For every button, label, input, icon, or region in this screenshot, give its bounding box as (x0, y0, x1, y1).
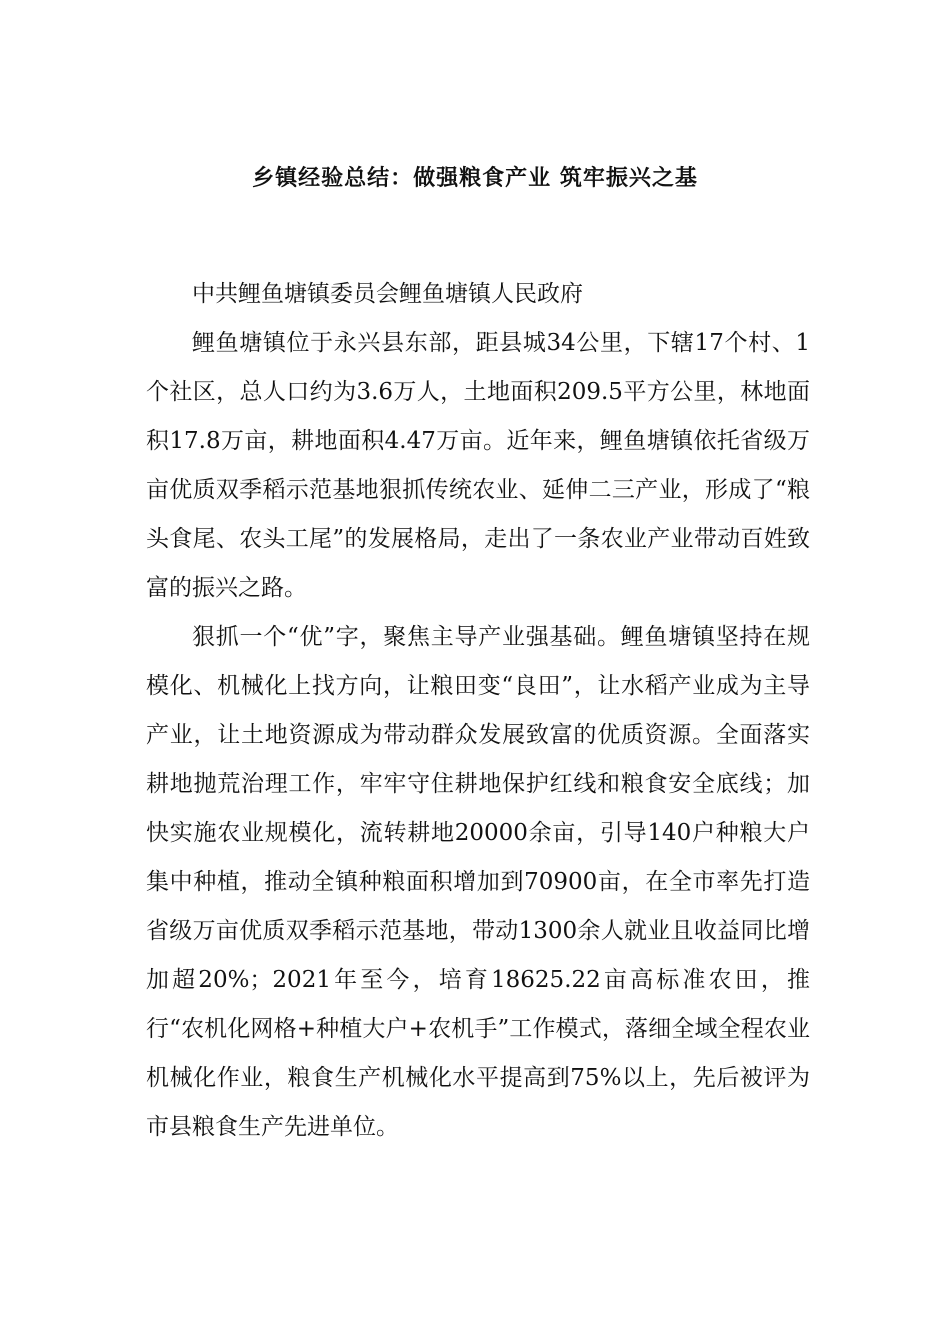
issuing-organization: 中共鲤鱼塘镇委员会鲤鱼塘镇人民政府 (192, 281, 583, 307)
document-body (146, 270, 810, 1152)
document-title: 乡镇经验总结：做强粮食产业 筑牢振兴之基 (252, 165, 698, 191)
paragraph-main-industry: 狠抓一个“优”字，聚焦主导产业强基础。鲤鱼塘镇坚持在规模化、机械化上找方向，让粮田变“良田”，让水稻产业成为主导产业，让土地资源成为带动群众发展致富的优质资源。全面落实耕地抛荒治理工作，牢牢守住耕地保护红线和粮食安全底线；加快实施农业规模化，流转耕地20000余亩，引导140户种粮大户集中种植，推动全镇种粮面积增加到70900亩，在全市率先打造省级万亩优质双季稻示范基地，带动1300余人就业且收益同比增加超20%；2021年至今，培育18625.22亩高标准农田，推行“农机化网格+种植大户+农机手”工作模式，落细全域全程农业机械化作业，粮食生产机械化水平提高到75%以上，先后被评为市县粮食生产先进单位。 (146, 624, 810, 1140)
paragraph-overview: 鲤鱼塘镇位于永兴县东部，距县城34公里，下辖17个村、1个社区，总人口约为3.6万人，土地面积209.5平方公里，林地面积17.8万亩，耕地面积4.47万亩。近年来，鲤鱼塘镇依托省级万亩优质双季稻示范基地狠抓传统农业、延伸二三产业，形成了“粮头食尾、农头工尾”的发展格局，走出了一条农业产业带动百姓致富的振兴之路。 (146, 330, 810, 601)
